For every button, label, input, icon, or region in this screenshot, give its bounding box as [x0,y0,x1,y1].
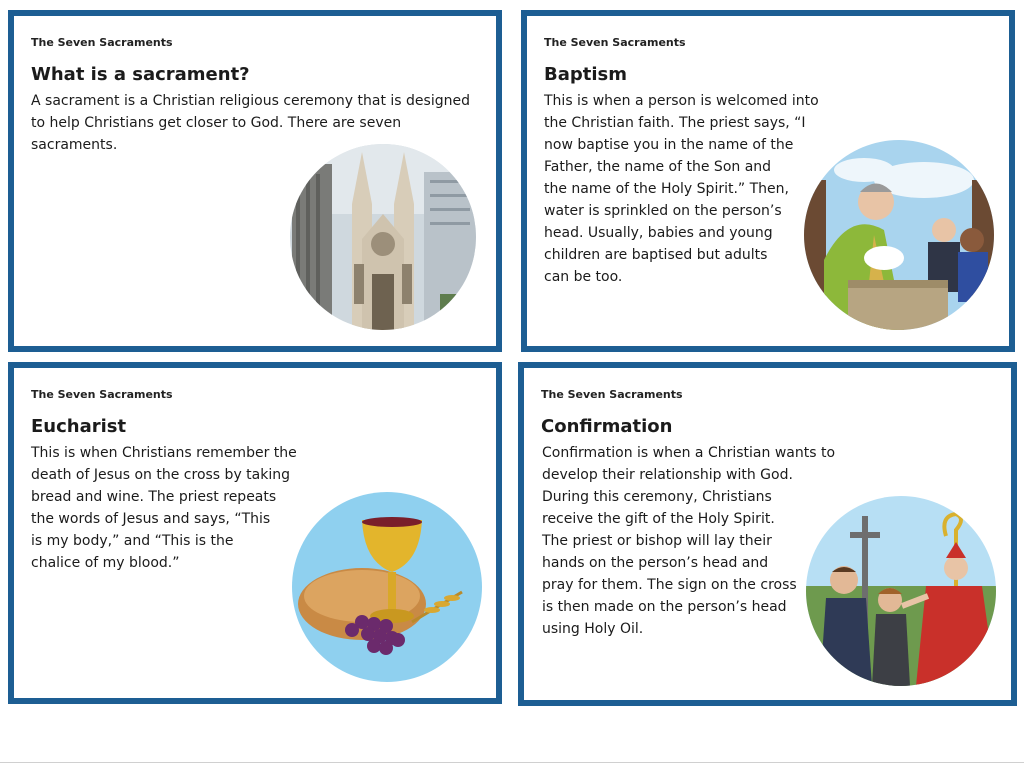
card-header: The Seven Sacraments [31,388,173,401]
sacrament-card-confirmation [518,362,1017,706]
card-title: Confirmation [541,416,673,437]
sacrament-card-eucharist [8,362,502,704]
card-title: Baptism [544,64,627,85]
sacrament-card-intro [8,10,502,352]
card-body-text: Confirmation is when a Christian wants to develop their relationship with God. During this ceremony, Christians receive the gift of the Holy Spirit. The priest or bishop will lay their hands on the person’s head and pray for them. The sign on the cross is then made on the person’s head using Holy Oil. [542,445,836,637]
confirmation-image [806,496,996,686]
card-header: The Seven Sacraments [31,36,173,49]
cathedral-image [290,144,476,330]
card-body-text: This is when a person is welcomed into the Christian faith. The priest says, “I now baptise you in the name of the Father, the name of the Son and the name of the Holy Spirit.” Then, water is sprinkled on the person’s head. Usually, babies and young children are baptised but adults can be too. [544,93,819,285]
card-body-text: This is when Christians remember the death of Jesus on the cross by taking bread and wine. The priest repeats the words of Jesus and says, “This is my body,” and “This is the chalice of my blood.” [31,445,297,571]
chalice-image [292,492,482,682]
sacrament-card-baptism [521,10,1015,352]
card-body [31,90,483,156]
card-title: Eucharist [31,416,127,437]
card-body-text: A sacrament is a Christian religious ceremony that is designed to help Christians get closer to God. There are seven sacraments. [31,93,470,153]
card-header: The Seven Sacraments [544,36,686,49]
card-header: The Seven Sacraments [541,388,683,401]
card-title: What is a sacrament? [31,64,250,85]
page-bottom-divider [0,762,1024,763]
baptism-image [804,140,994,330]
